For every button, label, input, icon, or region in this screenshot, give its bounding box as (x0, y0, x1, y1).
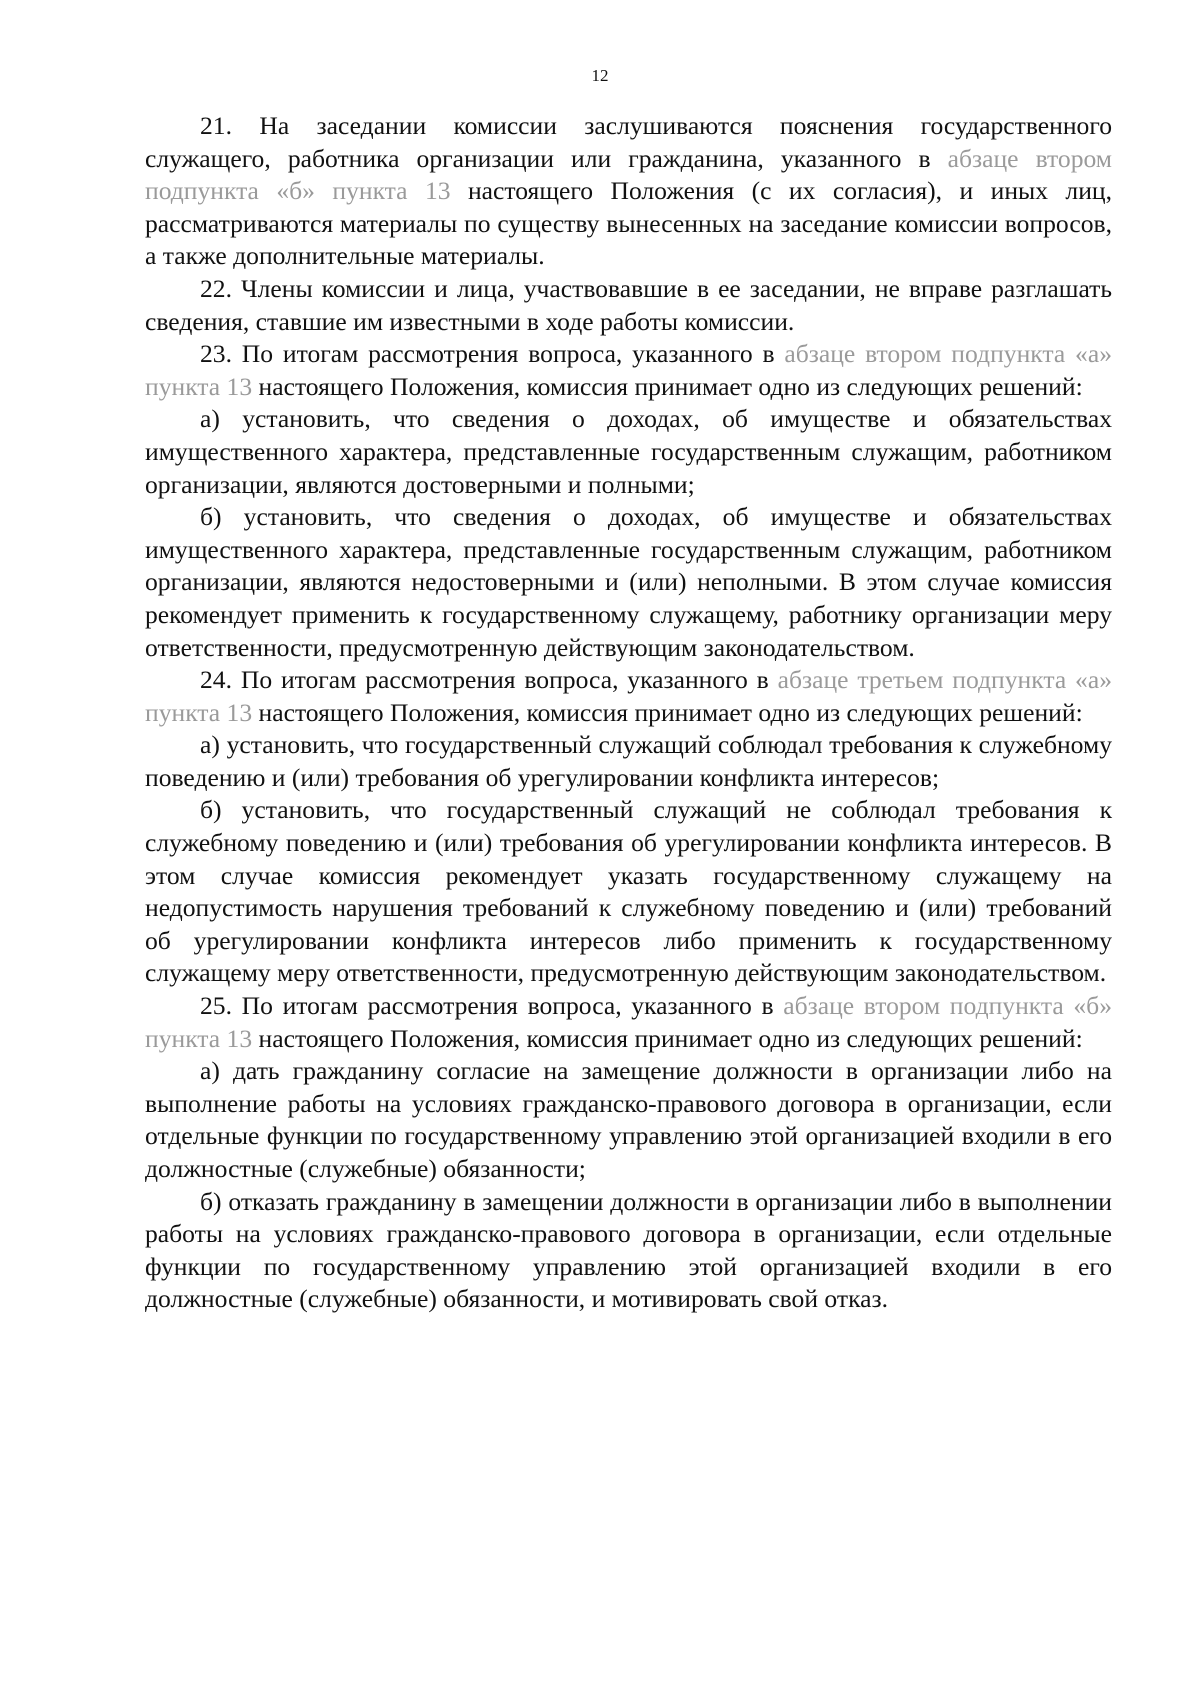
paragraph-text: б) установить, что сведения о доходах, об имуществе и обязательствах имущественного характера, представленные государственным служащим, работником организации, являются недостоверными и (или) неполными. В этом случае комиссия рекомендует применить к государственному служащему, работнику организации меру ответственности, предусмотренную действующим законодательством. (145, 502, 1112, 662)
paragraph-text: настоящего Положения (с их согласия), и иных лиц, рассматриваются материалы по существу вынесенных на заседание комиссии вопросов, а также дополнительные материалы. (145, 176, 1112, 271)
paragraph-p23a (145, 403, 1112, 501)
paragraph-text: 22. Члены комиссии и лица, участвовавшие в ее заседании, не вправе разглашать сведения, ставшие им известными в ходе работы комиссии. (145, 273, 1112, 336)
paragraph-text: настоящего Положения, комиссия принимает одно из следующих решений: (252, 1023, 1083, 1053)
paragraph-text: а) установить, что государственный служащий соблюдал требования к служебному поведению и (или) требования об урегулировании конфликта интересов; (145, 730, 1112, 792)
paragraph-text: 21. На заседании комиссии заслушиваются пояснения государственного служащего, работника организации или гражданина, указанного в (145, 111, 1112, 173)
paragraph-text: настоящего Положения, комиссия принимает одно из следующих решений: (252, 697, 1083, 727)
paragraph-p25 (145, 990, 1112, 1055)
paragraph-p23b (145, 501, 1112, 664)
paragraph-text: настоящего Положения, комиссия принимает одно из следующих решений: (252, 371, 1083, 401)
paragraph-p25a (145, 1055, 1112, 1185)
cross-reference-link[interactable]: абзаце втором подпункта «б» пункта 13 (145, 991, 1112, 1053)
cross-reference-link[interactable]: абзаце втором подпункта «а» пункта 13 (145, 339, 1112, 401)
paragraph-p24b (145, 794, 1112, 990)
paragraph-p21 (145, 110, 1112, 273)
paragraph-p24 (145, 664, 1112, 729)
paragraph-p23 (145, 338, 1112, 403)
cross-reference-link[interactable]: абзаце втором подпункта «б» пункта 13 (145, 143, 1112, 206)
paragraph-p25b (145, 1186, 1112, 1316)
paragraph-text: а) дать гражданину согласие на замещение должности в организации либо на выполнение работы на условиях гражданско-правового договора в организации, если отдельные функции по государственному управлению этой организацией входили в его должностные (служебные) обязанности; (145, 1056, 1112, 1183)
paragraph-text: 25. По итогам рассмотрения вопроса, указанного в (200, 991, 784, 1021)
document-body (145, 110, 1112, 1316)
paragraph-text: а) установить, что сведения о доходах, об имуществе и обязательствах имущественного характера, представленные государственным служащим, работником организации, являются достоверными и полными; (145, 404, 1112, 499)
paragraph-text: 24. По итогам рассмотрения вопроса, указанного в (200, 665, 778, 695)
cross-reference-link[interactable]: абзаце третьем подпункта «а» пункта 13 (145, 665, 1112, 727)
paragraph-text: б) отказать гражданину в замещении должности в организации либо в выполнении работы на условиях гражданско-правового договора в организации, если отдельные функции по государственному управлению этой организацией входили в его должностные (служебные) обязанности, и мотивировать свой отказ. (145, 1186, 1112, 1314)
page-number: 12 (591, 66, 609, 85)
paragraph-p22 (145, 273, 1112, 338)
paragraph-text: б) установить, что государственный служащий не соблюдал требования к служебному поведению и (или) требования об урегулировании конфликта интересов. В этом случае комиссия рекомендует указать государственному служащему на недопустимость нарушения требований к служебному поведению и (или) требований об урегулировании конфликта интересов либо применить к государственному служащему меру ответственности, предусмотренную действующим законодательством. (145, 795, 1112, 988)
paragraph-text: 23. По итогам рассмотрения вопроса, указанного в (200, 339, 785, 369)
paragraph-p24a (145, 729, 1112, 794)
